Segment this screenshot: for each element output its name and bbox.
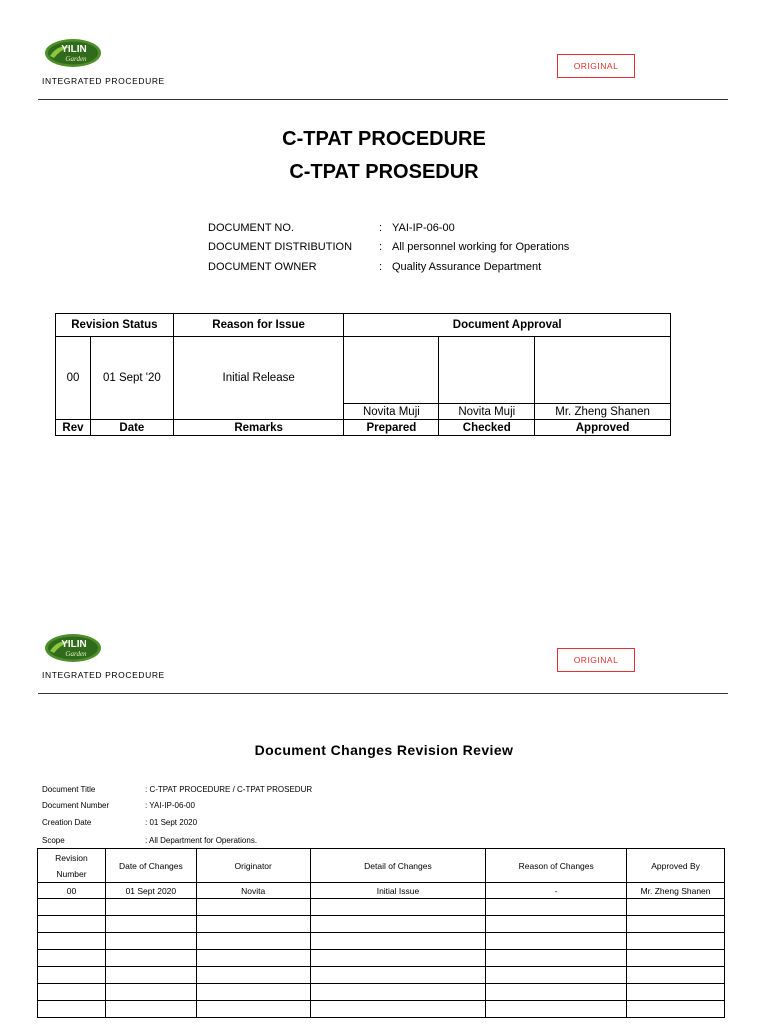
meta-label-distribution: DOCUMENT DISTRIBUTION xyxy=(208,241,353,253)
table-row xyxy=(38,967,725,984)
page1-title-line1: C-TPAT PROCEDURE xyxy=(282,128,486,150)
info-value-title: : C-TPAT PROCEDURE / C-TPAT PROSEDUR xyxy=(145,785,313,794)
empty-cell xyxy=(196,933,310,950)
table-row xyxy=(38,1001,725,1018)
cell-remarks: Initial Release xyxy=(173,337,344,420)
page1-title-line2: C-TPAT PROSEDUR xyxy=(289,161,479,183)
page1-original-badge: ORIGINAL xyxy=(557,54,635,78)
empty-cell xyxy=(486,916,627,933)
footer-approved: Approved xyxy=(535,420,671,436)
cell-approved-by: Mr. Zheng Shanen xyxy=(627,883,725,899)
cell-prepared-signature xyxy=(344,337,439,404)
header-document-approval: Document Approval xyxy=(344,314,671,337)
info-label-number: Document Number xyxy=(42,801,110,810)
meta-value-owner: Quality Assurance Department xyxy=(392,261,542,273)
cell-checked-signature xyxy=(439,337,535,404)
header-revision-status: Revision Status xyxy=(56,314,174,337)
empty-cell xyxy=(310,1001,486,1018)
empty-cell xyxy=(627,967,725,984)
header-revision-line1: Revision xyxy=(55,852,88,863)
empty-cell xyxy=(38,984,106,1001)
empty-cell xyxy=(627,899,725,916)
meta-label-doc-no: DOCUMENT NO. xyxy=(208,222,294,234)
page2-header-label: INTEGRATED PROCEDURE xyxy=(42,670,165,680)
cell-detail: Initial Issue xyxy=(310,883,486,899)
empty-cell xyxy=(105,933,196,950)
cell-approved-signature xyxy=(535,337,671,404)
empty-cell xyxy=(486,1001,627,1018)
meta-value-distribution: All personnel working for Operations xyxy=(392,241,570,253)
empty-cell xyxy=(310,899,486,916)
cell-originator: Novita xyxy=(196,883,310,899)
header-revision-number xyxy=(38,849,106,883)
empty-cell xyxy=(486,984,627,1001)
page1-header-rule xyxy=(38,99,728,100)
meta-label-owner: DOCUMENT OWNER xyxy=(208,261,317,273)
meta-value-doc-no: YAI-IP-06-00 xyxy=(392,222,455,234)
page2-header-rule xyxy=(38,693,728,694)
empty-cell xyxy=(38,899,106,916)
header-originator: Originator xyxy=(196,849,310,883)
info-value-creation-date: : 01 Sept 2020 xyxy=(145,818,198,827)
footer-checked: Checked xyxy=(439,420,535,436)
meta-colon: : xyxy=(379,222,383,234)
info-label-creation-date: Creation Date xyxy=(42,818,92,827)
page1-header-label: INTEGRATED PROCEDURE xyxy=(42,76,165,86)
cell-checked-name: Novita Muji xyxy=(439,404,535,420)
cell-approved-name: Mr. Zheng Shanen xyxy=(535,404,671,420)
yilin-garden-logo-icon xyxy=(44,38,102,68)
yilin-garden-logo-icon xyxy=(44,633,102,663)
info-value-scope: : All Department for Operations. xyxy=(145,836,258,845)
svg-text:YILIN: YILIN xyxy=(61,639,87,650)
empty-cell xyxy=(38,967,106,984)
meta-colon: : xyxy=(379,261,383,273)
empty-cell xyxy=(105,984,196,1001)
empty-cell xyxy=(627,916,725,933)
header-revision-line2: Number xyxy=(56,868,87,879)
empty-cell xyxy=(627,950,725,967)
svg-text:Garden: Garden xyxy=(65,650,87,658)
empty-cell xyxy=(38,950,106,967)
header-reason-for-issue: Reason for Issue xyxy=(173,314,344,337)
cell-date: 01 Sept '20 xyxy=(90,337,173,420)
empty-cell xyxy=(38,916,106,933)
table-row xyxy=(38,933,725,950)
header-reason-of-changes: Reason of Changes xyxy=(486,849,627,883)
info-label-scope: Scope xyxy=(42,836,65,845)
header-approved-by: Approved By xyxy=(627,849,725,883)
empty-cell xyxy=(196,984,310,1001)
empty-cell xyxy=(196,1001,310,1018)
cell-prepared-name: Novita Muji xyxy=(344,404,439,420)
info-value-number: : YAI-IP-06-00 xyxy=(145,801,195,810)
svg-text:YILIN: YILIN xyxy=(61,44,87,55)
empty-cell xyxy=(486,933,627,950)
empty-cell xyxy=(105,967,196,984)
table-row xyxy=(38,984,725,1001)
empty-cell xyxy=(486,950,627,967)
empty-cell xyxy=(38,1001,106,1018)
empty-cell xyxy=(105,1001,196,1018)
empty-cell xyxy=(310,916,486,933)
empty-cell xyxy=(196,950,310,967)
page2-original-badge: ORIGINAL xyxy=(557,648,635,672)
table-row xyxy=(38,883,725,899)
footer-rev: Rev xyxy=(56,420,91,436)
empty-cell xyxy=(486,967,627,984)
header-date-of-changes: Date of Changes xyxy=(105,849,196,883)
empty-cell xyxy=(310,967,486,984)
table-row xyxy=(38,916,725,933)
empty-cell xyxy=(310,933,486,950)
cell-rev: 00 xyxy=(56,337,91,420)
empty-cell xyxy=(627,984,725,1001)
meta-colon: : xyxy=(379,241,383,253)
revision-status-table xyxy=(55,313,671,436)
empty-cell xyxy=(627,1001,725,1018)
document-changes-table xyxy=(37,848,725,1018)
info-label-title: Document Title xyxy=(42,785,96,794)
empty-cell xyxy=(627,933,725,950)
empty-cell xyxy=(105,899,196,916)
footer-remarks: Remarks xyxy=(173,420,344,436)
cell-revision: 00 xyxy=(38,883,106,899)
empty-cell xyxy=(196,899,310,916)
cell-reason: - xyxy=(486,883,627,899)
empty-cell xyxy=(196,916,310,933)
table-row xyxy=(38,899,725,916)
empty-cell xyxy=(105,950,196,967)
empty-cell xyxy=(105,916,196,933)
empty-cell xyxy=(486,899,627,916)
page1-logo xyxy=(44,38,102,73)
empty-cell xyxy=(310,984,486,1001)
footer-prepared: Prepared xyxy=(344,420,439,436)
empty-cell xyxy=(310,950,486,967)
page2-title: Document Changes Revision Review xyxy=(254,742,514,758)
empty-cell xyxy=(38,933,106,950)
svg-text:Garden: Garden xyxy=(65,55,87,63)
header-detail-of-changes: Detail of Changes xyxy=(310,849,486,883)
cell-date: 01 Sept 2020 xyxy=(105,883,196,899)
empty-cell xyxy=(196,967,310,984)
footer-date: Date xyxy=(90,420,173,436)
page2-logo xyxy=(44,633,102,668)
table-row xyxy=(38,950,725,967)
